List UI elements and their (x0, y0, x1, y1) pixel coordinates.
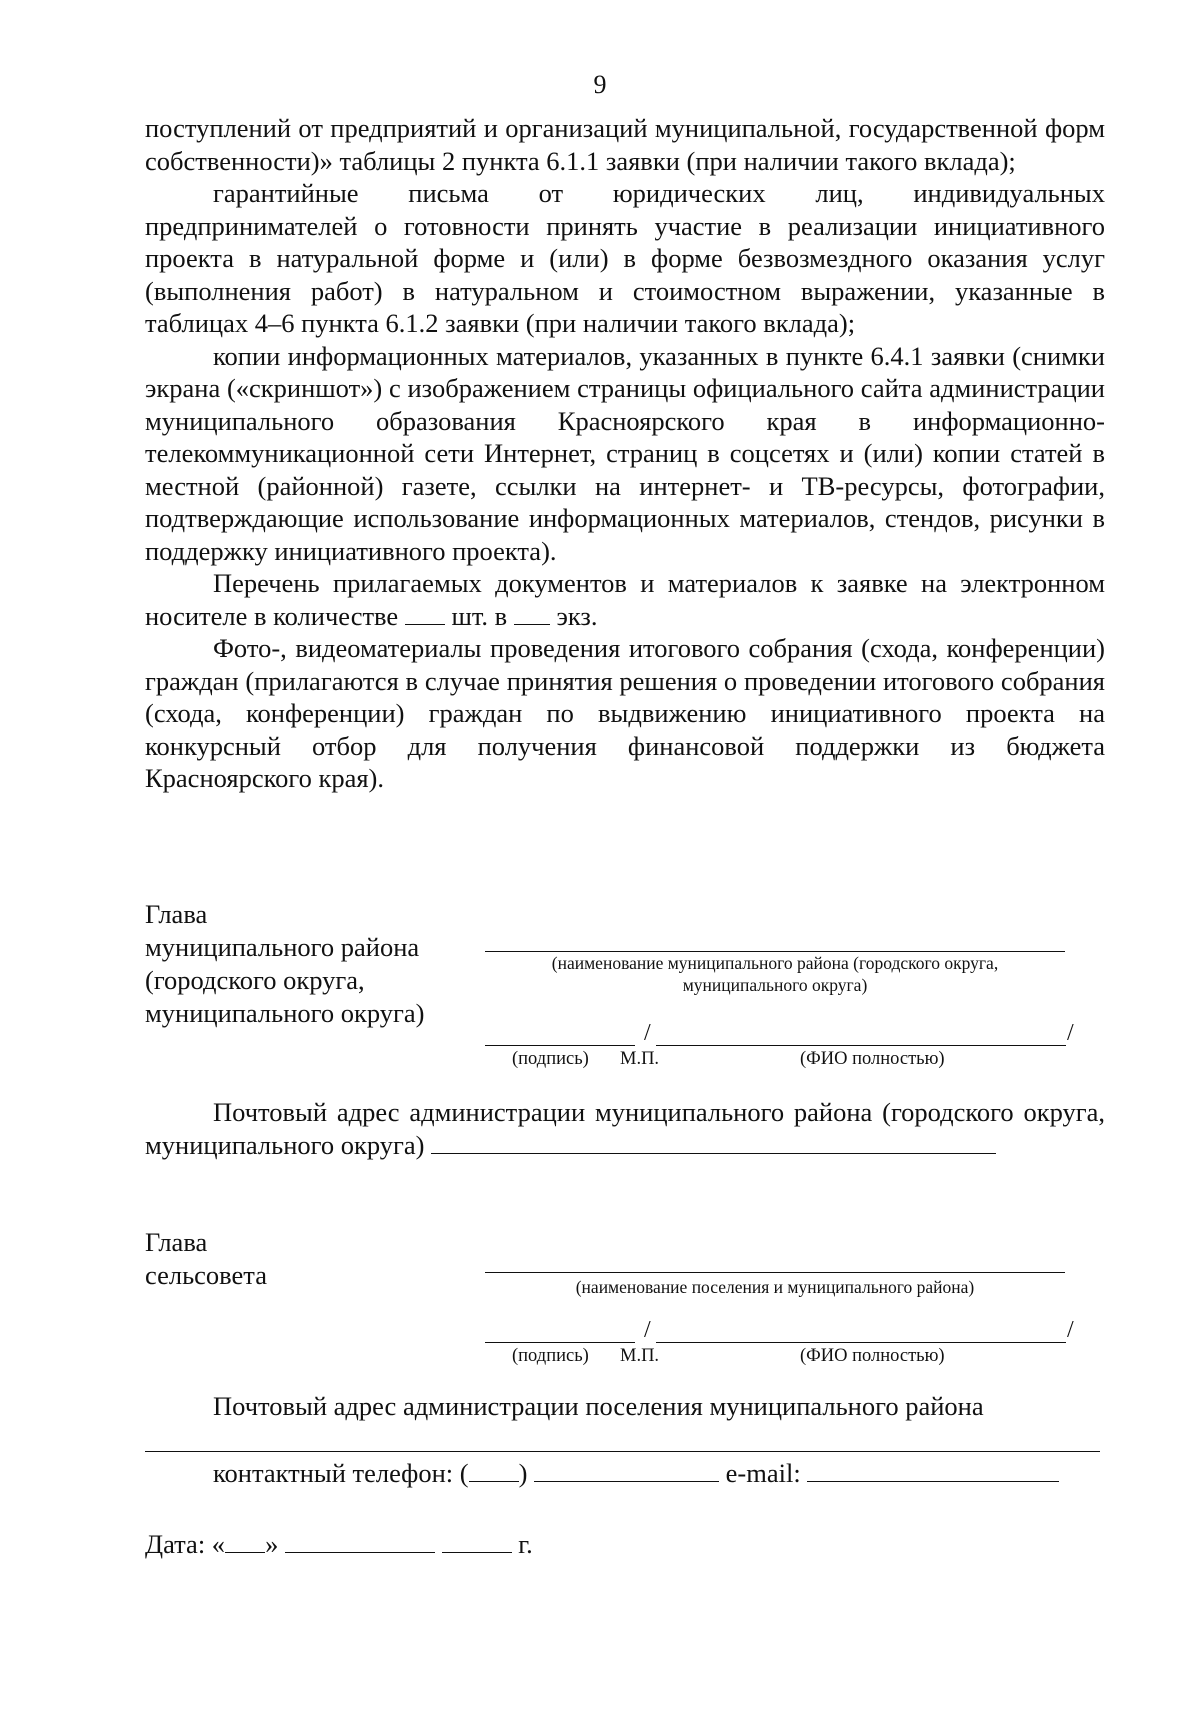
head1-label-line: муниципального района (145, 932, 420, 962)
paragraph-3: копии информационных материалов, указанных в пункте 6.4.1 заявки (снимки экрана («скриншот») с изображением страницы официального сайта администрации муниципального образования Красноярского края в информационно-телекоммуникационной сети Интернет, страниц в соцсетях и (или) копии статей в местной (районной) газете, ссылки на интернет- и ТВ-ресурсы, фотографии, подтверждающие использование информационных материалов, стендов, рисунки в поддержку инициативного проекта). (145, 340, 1105, 566)
stamp-caption: М.П. (620, 1346, 660, 1366)
date-close: » (265, 1529, 279, 1559)
fio-caption: (ФИО полностью) (800, 1346, 945, 1366)
head2-fio-field[interactable] (656, 1342, 1066, 1343)
date-label: Дата: « (145, 1529, 226, 1559)
date-year-suffix: г. (518, 1529, 533, 1559)
slash: / (644, 1020, 651, 1046)
slash: / (1067, 1020, 1074, 1046)
caption-line: (наименование муниципального района (городского округа, (551, 953, 999, 973)
count-field[interactable] (405, 604, 445, 625)
head1-label-line: (городского округа, (145, 965, 365, 995)
attachments-paragraph (145, 567, 1105, 632)
phone-label: контактный телефон: ( (213, 1458, 469, 1488)
head1-signature-field[interactable] (485, 1045, 635, 1046)
head1-label-line: Глава (145, 899, 208, 929)
phone-close: ) (518, 1458, 528, 1488)
paragraph-1: поступлений от предприятий и организаций муниципальной, государственной форм собственности)» таблицы 2 пункта 6.1.1 заявки (при наличии такого вклада); (145, 113, 1105, 176)
postal-address-1 (145, 1096, 1105, 1161)
attachments-text-3: экз. (556, 600, 598, 631)
postal-address-1-label: Почтовый адрес администрации муниципального района (городского округа, муниципального округа) (145, 1097, 1105, 1160)
signature-caption: (подпись) (512, 1049, 589, 1069)
phone-code-field[interactable] (469, 1461, 519, 1482)
signature-caption: (подпись) (512, 1346, 589, 1366)
settlement-name-caption: (наименование поселения и муниципального района) (575, 1277, 975, 1297)
email-label: e-mail: (725, 1458, 801, 1488)
slash: / (1067, 1317, 1074, 1343)
head2-label-line: Глава (145, 1227, 208, 1257)
slash: / (644, 1317, 651, 1343)
date-month-field[interactable] (285, 1532, 435, 1553)
caption-line: муниципального округа) (682, 975, 868, 995)
phone-number-field[interactable] (534, 1461, 719, 1482)
page-number: 9 (593, 70, 607, 99)
body-text (145, 112, 1105, 795)
head1-fio-field[interactable] (656, 1045, 1066, 1046)
postal-address-1-field[interactable] (431, 1133, 996, 1154)
paragraph-2: гарантийные письма от юридических лиц, индивидуальных предпринимателей о готовности принять участие в реализации инициативного проекта в натуральной форме и (или) в форме безвозмездного оказания услуг (выполнения работ) в натуральном и стоимостном выражении, указанные в таблицах 4–6 пункта 6.1.2 заявки (при наличии такого вклада); (145, 178, 1105, 338)
settlement-name-field[interactable] (485, 1272, 1065, 1273)
date-day-field[interactable] (225, 1532, 265, 1553)
photo-paragraph: Фото-, видеоматериалы проведения итогового собрания (схода, конференции) граждан (прилагаются в случае принятия решения о проведении итогового собрания (схода, конференции) граждан по выдвижению инициативного проекта на конкурсный отбор для получения финансовой поддержки из бюджета Красноярского края). (145, 633, 1105, 793)
head1-label (145, 898, 424, 1030)
date-year-field[interactable] (442, 1532, 512, 1553)
head1-label-line: муниципального округа) (145, 998, 425, 1028)
contact-line (213, 1458, 1059, 1489)
email-field[interactable] (807, 1461, 1059, 1482)
head2-label (145, 1226, 267, 1292)
municipality-name-caption (485, 952, 1065, 996)
stamp-caption: М.П. (620, 1049, 660, 1069)
postal-address-2-field[interactable] (145, 1451, 1100, 1452)
date-line (145, 1529, 533, 1560)
fio-caption: (ФИО полностью) (800, 1049, 945, 1069)
attachments-text-1: Перечень прилагаемых документов и материалов к заявке на электронном носителе в количестве (145, 568, 1105, 631)
head2-label-line: сельсовета (145, 1260, 267, 1290)
attachments-text-2: шт. в (451, 600, 508, 631)
copies-field[interactable] (514, 604, 550, 625)
head2-signature-field[interactable] (485, 1342, 635, 1343)
postal-address-2-label: Почтовый адрес администрации поселения муниципального района (213, 1391, 984, 1421)
